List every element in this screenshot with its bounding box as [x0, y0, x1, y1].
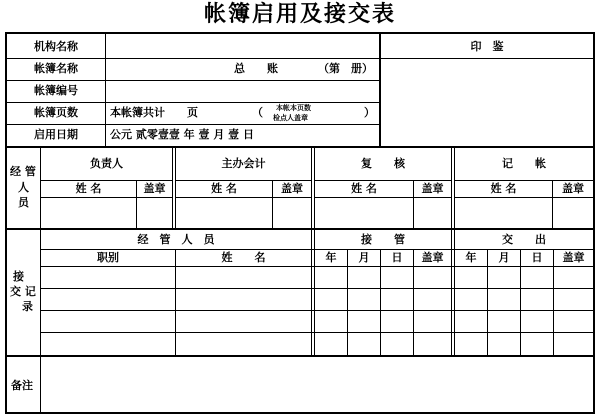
managers-side-label-3: 员: [18, 196, 29, 209]
rule: [41, 266, 593, 267]
col-seal: 盖章: [562, 251, 585, 264]
name-label: 姓 名: [211, 182, 237, 195]
name-label: 姓 名: [75, 182, 102, 195]
col-month: 月: [498, 251, 510, 264]
pages-note-line2: 检点人盖章: [273, 114, 308, 122]
rule: [41, 180, 172, 181]
col-day: 日: [391, 251, 403, 264]
rule: [413, 249, 414, 355]
book-volume: （第 册）: [318, 62, 373, 75]
col-year: 年: [325, 251, 337, 264]
seal-label: 盖章: [281, 182, 303, 195]
rule: [380, 58, 593, 59]
rule: [7, 124, 379, 125]
col-seal: 盖章: [421, 251, 444, 264]
rule: [172, 148, 173, 228]
start-date-value: 公元 贰零壹壹 年 壹 月 壹 日: [110, 128, 254, 141]
handover-header: 交 出: [502, 233, 546, 246]
pages-paren-close: ）: [364, 106, 375, 119]
group-responsible: 负责人: [90, 157, 123, 170]
rule: [520, 249, 521, 355]
seal-label: 印 鉴: [470, 40, 504, 53]
label-book-name: 帐簿名称: [34, 62, 78, 75]
job-label: 职别: [97, 251, 119, 264]
seal-label: 盖章: [421, 182, 444, 195]
rule: [41, 249, 593, 250]
section-rule: [7, 228, 593, 230]
group-chief-accountant: 主办会计: [221, 157, 266, 170]
rule: [105, 34, 106, 146]
name-label: 姓 名: [490, 182, 517, 195]
name-label: 姓 名: [351, 182, 377, 195]
rule: [380, 249, 381, 355]
rule: [41, 288, 593, 289]
group-bookkeeper: 记 帐: [502, 157, 546, 170]
rule: [7, 102, 379, 103]
rule: [41, 332, 593, 333]
rule: [455, 197, 593, 198]
rule: [553, 249, 554, 355]
seal-label: 盖章: [143, 182, 166, 195]
book-name-value: 总 账: [234, 62, 278, 75]
handover-side-label-1: 接: [13, 270, 24, 283]
book-pages-text: 本帐簿共计 页: [110, 106, 198, 119]
remarks-label: 备注: [11, 379, 33, 392]
col-month: 月: [358, 251, 370, 264]
manager-header: 经 管 人 员: [137, 233, 215, 246]
rule: [451, 148, 452, 228]
handover-side-label-2: 交 记: [10, 285, 36, 298]
label-org-name: 机构名称: [34, 40, 78, 53]
pages-note-line1: 本帐本页数: [276, 104, 311, 112]
rule: [7, 80, 379, 81]
rule: [176, 197, 311, 198]
pages-paren-open: （: [252, 106, 263, 119]
label-book-pages: 帐簿页数: [34, 106, 78, 119]
page-title: 帐簿启用及接交表: [203, 2, 396, 27]
handover-side-label-3: 录: [22, 300, 33, 313]
col-year: 年: [465, 251, 477, 264]
section-rule: [7, 146, 593, 148]
seal-label: 盖章: [562, 182, 584, 195]
rule: [7, 58, 379, 59]
rule: [175, 249, 176, 355]
rule: [311, 148, 312, 228]
col-day: 日: [531, 251, 543, 264]
label-book-number: 帐簿编号: [34, 84, 78, 97]
section-rule: [7, 355, 593, 357]
rule: [315, 180, 451, 181]
rule: [347, 249, 348, 355]
receive-header: 接 管: [361, 233, 405, 246]
rule: [41, 197, 172, 198]
rule: [487, 249, 488, 355]
handover-name-label: 姓 名: [221, 251, 266, 264]
label-start-date: 启用日期: [34, 128, 78, 141]
managers-side-label-2: 人: [18, 181, 29, 194]
rule: [41, 310, 593, 311]
rule: [176, 180, 311, 181]
managers-side-label-1: 经 管: [10, 165, 36, 178]
rule: [315, 197, 451, 198]
group-reviewer: 复 核: [361, 157, 405, 170]
rule: [455, 180, 593, 181]
